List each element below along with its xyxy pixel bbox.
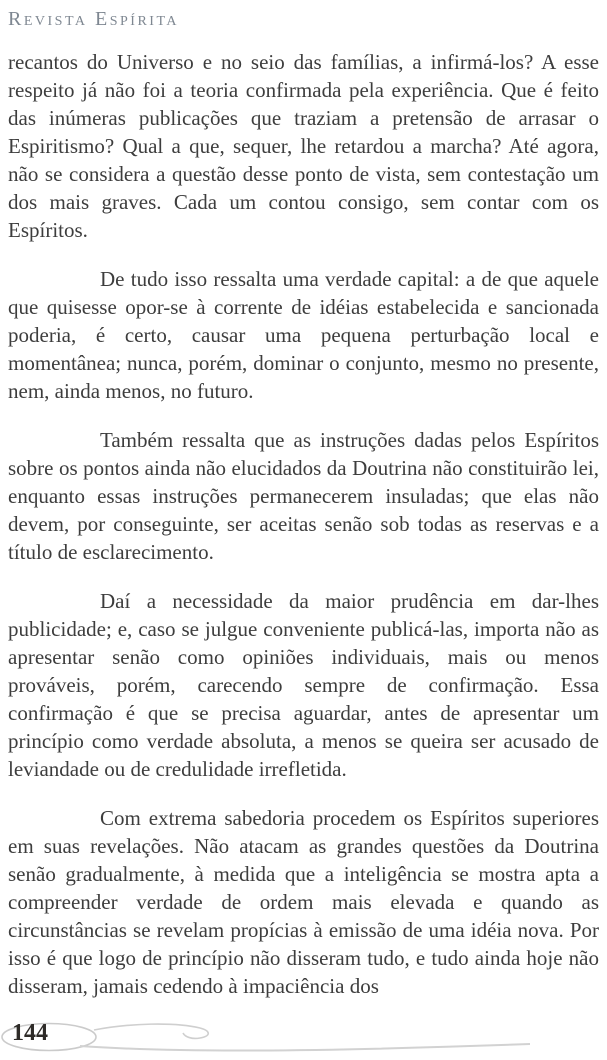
paragraph-3: Também ressalta que as instruções dadas pelos Espíritos sobre os pontos ainda não elucidados da Doutrina não constituirão lei, enquanto essas instruções permanecerem insuladas; que elas não devem, por conseguinte, ser aceitas senão sob todas as reservas e a título de esclarecimento. [8, 428, 599, 564]
paragraph-4: Daí a necessidade da maior prudência em dar-lhes publicidade; e, caso se julgue conveniente publicá-las, importa não as apresentar senão como opiniões individuais, mais ou menos prováveis, porém, carecendo sempre de confirmação. Essa confirmação é que se precisa aguardar, antes de apresentar um princípio como verdade absoluta, a menos se queira ser acusado de leviandade ou de credulidade irrefletida. [8, 589, 599, 781]
paragraph-5: Com extrema sabedoria procedem os Espíritos superiores em suas revelações. Não atacam as grandes questões da Doutrina senão gradualmente, à medida que a inteligência se mostra apta a compreender verdade de ordem mais elevada e quando as circunstâncias se revelam propícias à emissão de uma idéia nova. Por isso é que logo de princípio não disseram tudo, e tudo ainda hoje não disseram, jamais cedendo à impaciência dos [8, 806, 599, 998]
running-head: Revista Espírita [8, 8, 179, 30]
page-body [8, 48, 599, 1021]
paragraph-2: De tudo isso ressalta uma verdade capital: a de que aquele que quisesse opor-se à corrente de idéias estabelecida e sancionada poderia, é certo, causar uma pequena perturbação local e momentânea; nunca, porém, dominar o conjunto, mesmo no presente, nem, ainda menos, no futuro. [8, 267, 599, 403]
paragraph-1: recantos do Universo e no seio das famílias, a infirmá-los? A esse respeito já não foi a teoria confirmada pela experiência. Que é feito das inúmeras publicações que traziam a pretensão de arrasar o Espiritismo? Qual a que, sequer, lhe retardou a marcha? Até agora, não se considera a questão desse ponto de vista, sem contestação um dos mais graves. Cada um contou consigo, sem contar com os Espíritos. [8, 50, 599, 242]
page-number: 144 [12, 1020, 48, 1046]
flourish-swirl-icon [0, 1016, 560, 1060]
page-footer [0, 1016, 607, 1060]
